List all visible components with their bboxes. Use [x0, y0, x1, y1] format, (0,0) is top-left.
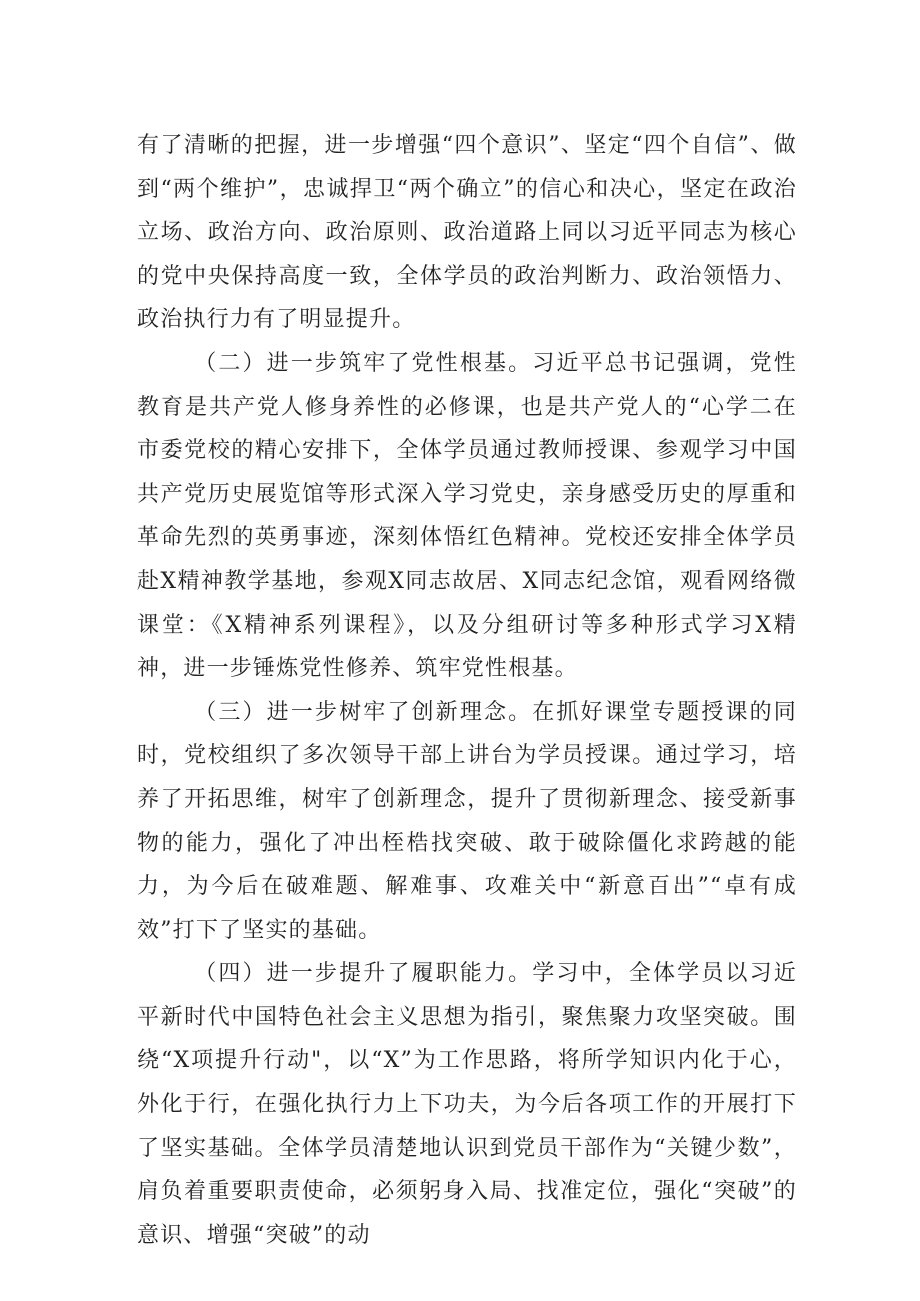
paragraph-innovation: （三）进一步树牢了创新理念。在抓好课堂专题授课的同时，党校组织了多次领导干部上讲台为学员授课。通过学习，培养了开拓思维，树牢了创新理念，提升了贯彻新理念、接受新事物的能力，强化了冲出桎梏找突破、敢于破除僵化求跨越的能力，为今后在破难题、解难事、攻难关中“新意百出”“卓有成效”打下了坚实的基础。 [137, 699, 797, 943]
paragraph-continuation: 有了清晰的把握，进一步增强“四个意识”、坚定“四个自信”、做到“两个维护”，忠诚捍卫“两个确立”的信心和决心，坚定在政治立场、政治方向、政治原则、政治道路上同以习近平同志为核心的党中央保持高度一致，全体学员的政治判断力、政治领悟力、政治执行力有了明显提升。 [137, 133, 797, 333]
paragraph-performance: （四）进一步提升了履职能力。学习中，全体学员以习近平新时代中国特色社会主义思想为指引，聚焦聚力攻坚突破。围绕“X项提升行动"，以“X”为工作思路，将所学知识内化于心，外化于行，在强化执行力上下功夫，为今后各项工作的开展打下了坚实基础。全体学员清楚地认识到党员干部作为“关键少数”，肩负着重要职责使命，必须躬身入局、找准定位，强化“突破”的意识、增强“突破”的动 [137, 961, 797, 1248]
paragraph-party-spirit: （二）进一步筑牢了党性根基。习近平总书记强调，党性教育是共产党人修身养性的必修课，也是共产党人的“心学二在市委党校的精心安排下，全体学员通过教师授课、参观学习中国共产党历史展览馆等形式深入学习党史，亲身感受历史的厚重和革命先烈的英勇事迹，深刻体悟红色精神。党校还安排全体学员赴X精神教学基地，参观X同志故居、X同志纪念馆，观看网络微课堂：《X精神系列课程》，以及分组研讨等多种形式学习X精神，进一步锤炼党性修养、筑牢党性根基。 [137, 350, 797, 682]
document-body [137, 124, 797, 1257]
